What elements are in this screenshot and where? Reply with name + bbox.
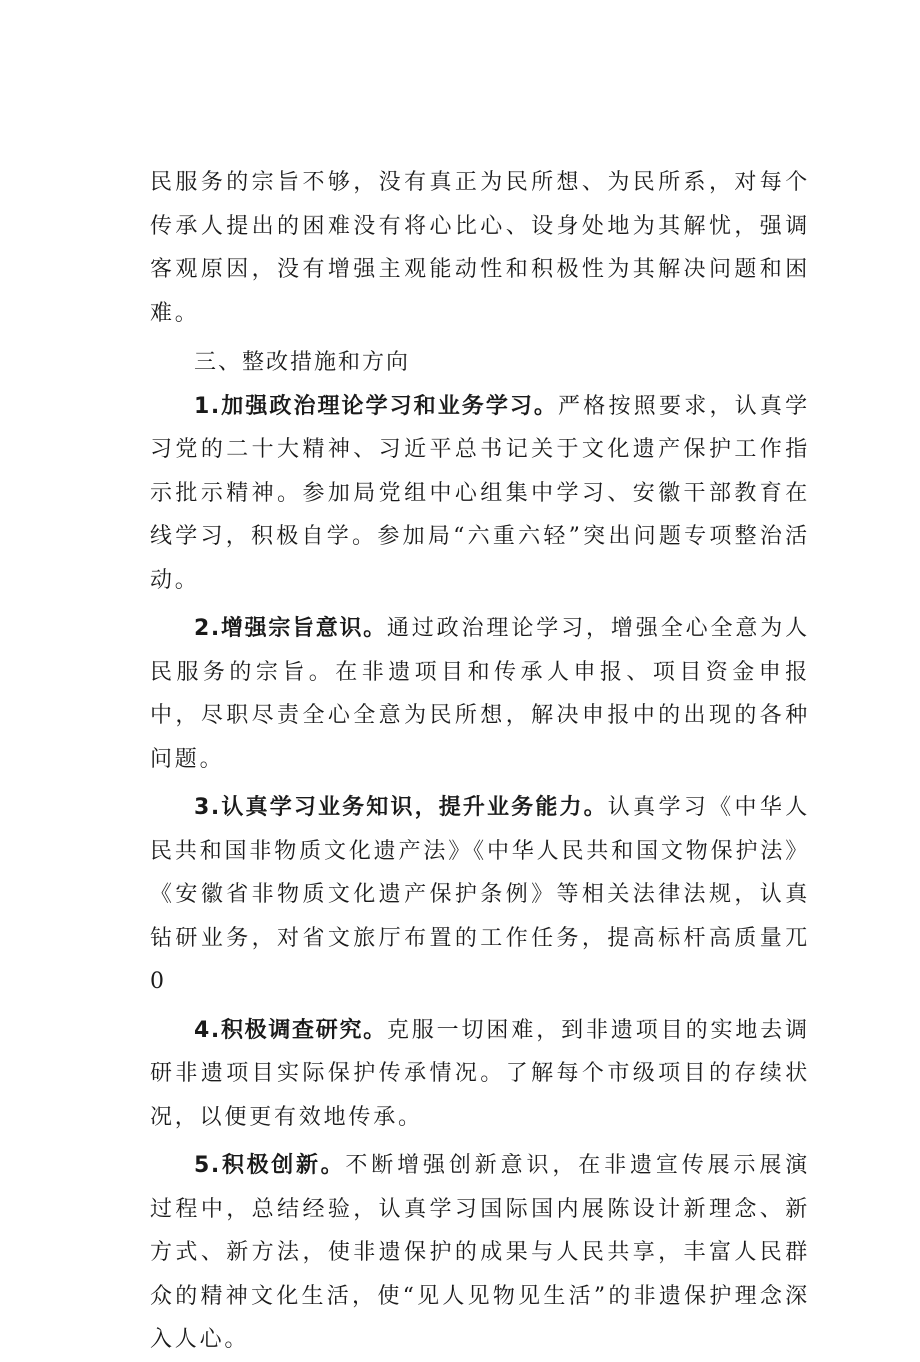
document-page: [150, 161, 810, 1362]
measure-item-2-body: 通过政治理论学习，增强全心全意为人民服务的宗旨。在非遗项目和传承人申报、项目资金申报中，尽职尽责全心全意为民所想，解决申报中的出现的各种问题。: [150, 616, 810, 772]
measure-item-4: [150, 1009, 810, 1140]
measure-item-4-body: 克服一切困难，到非遗项目的实地去调研非遗项目实际保护传承情况。了解每个市级项目的存续状况，以便更有效地传承。: [150, 1017, 810, 1130]
measure-item-4-title: 4.积极调查研究。: [194, 1017, 387, 1043]
measure-item-3: [150, 786, 810, 1004]
measure-item-2-title: 2.增强宗旨意识。: [194, 616, 387, 641]
measure-item-3-body: 认真学习《中华人民共和国非物质文化遗产法》《中华人民共和国文物保护法》《安徽省非物质文化遗产保护条例》等相关法律法规，认真钻研业务，对省文旅厅布置的工作任务，提高标杆高质量兀0: [150, 795, 810, 994]
section-heading: 三、整改措施和方向: [194, 350, 411, 375]
measure-item-2: [150, 607, 810, 781]
measure-item-5-title: 5.积极创新。: [194, 1153, 346, 1178]
measure-item-3-title: 3.认真学习业务知识，提升业务能力。: [194, 795, 608, 820]
measure-item-1-title: 1.加强政治理论学习和业务学习。: [194, 393, 558, 419]
measure-item-5-body: 不断增强创新意识，在非遗宣传展示展演过程中，总结经验，认真学习国际国内展陈设计新理念、新方式、新方法，使非遗保护的成果与人民共享，丰富人民群众的精神文化生活，使“见人见物见生活”的非遗保护理念深入人心。: [150, 1153, 810, 1352]
measure-item-1-body: 严格按照要求，认真学习党的二十大精神、习近平总书记关于文化遗产保护工作指示批示精神。参加局党组中心组集中学习、安徽干部教育在线学习，积极自学。参加局“六重六轻”突出问题专项整治活动。: [150, 393, 810, 593]
measure-item-5: [150, 1144, 810, 1362]
measure-item-1: [150, 385, 810, 603]
intro-paragraph: 民服务的宗旨不够，没有真正为民所想、为民所系，对每个传承人提出的困难没有将心比心、设身处地为其解忧，强调客观原因，没有增强主观能动性和积极性为其解决问题和困难。: [150, 170, 810, 326]
